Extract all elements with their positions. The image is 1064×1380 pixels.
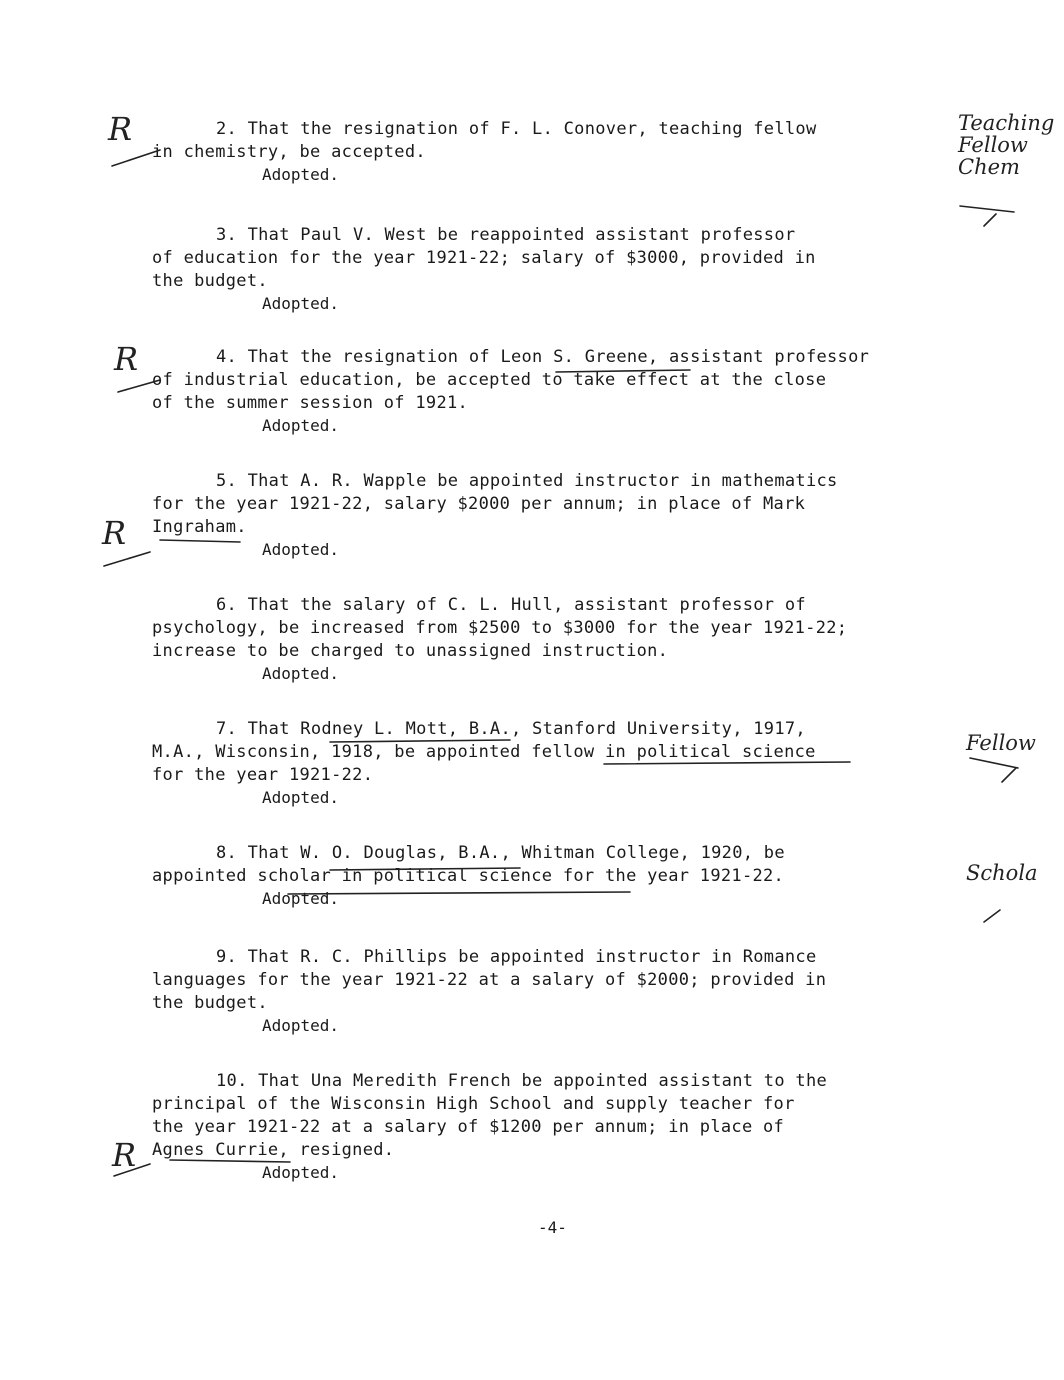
item-9-line-2: languages for the year 1921-22 at a salary of $2000; provided in [152, 970, 827, 990]
underline-agnes-currie [170, 1160, 290, 1162]
tick-mark-scholar [984, 910, 1000, 922]
item-5-status: Adopted. [262, 540, 340, 559]
item-5-line-3: Ingraham. [152, 517, 247, 537]
item-10-line-1: 10. That Una Meredith French be appointed assistant to the [216, 1071, 828, 1091]
item-10-line-2: principal of the Wisconsin High School and supply teacher for [152, 1094, 795, 1114]
item-6-line-2: psychology, be increased from $2500 to $3000 for the year 1921-22; [152, 618, 848, 638]
item-6-status: Adopted. [262, 664, 340, 683]
item-4-line-1: 4. That the resignation of Leon S. Greene, assistant professor [216, 347, 870, 367]
item-3-line-3: the budget. [152, 271, 268, 291]
underline-douglas [330, 868, 520, 870]
r-mark-tail-item-4 [118, 380, 160, 392]
item-4-line-2: of industrial education, be accepted to take effect at the close [152, 370, 827, 390]
item-10-line-3: the year 1921-22 at a salary of $1200 per annum; in place of [152, 1117, 785, 1137]
tick-mark-fellow [970, 758, 1018, 768]
item-3-line-1: 3. That Paul V. West be reappointed assistant professor [216, 225, 796, 245]
item-7-status: Adopted. [262, 788, 340, 807]
item-5-line-2: for the year 1921-22, salary $2000 per annum; in place of Mark [152, 494, 806, 514]
item-8-status: Adopted. [262, 889, 340, 908]
r-mark-item-2: R [108, 110, 133, 148]
item-9-status: Adopted. [262, 1016, 340, 1035]
item-2-line-1: 2. That the resignation of F. L. Conover, teaching fellow [216, 119, 817, 139]
underline-rodney-mott [330, 740, 510, 742]
item-7-line-3: for the year 1921-22. [152, 765, 374, 785]
item-9-line-1: 9. That R. C. Phillips be appointed instructor in Romance [216, 947, 817, 967]
item-3-status: Adopted. [262, 294, 340, 313]
item-7-line-2: M.A., Wisconsin, 1918, be appointed fellow in political science [152, 742, 816, 762]
page-number: -4- [538, 1218, 567, 1237]
tick-mark-teaching-fellow [960, 206, 1014, 212]
item-10-status: Adopted. [262, 1163, 340, 1182]
margin-note-fellow: Fellow [966, 731, 1036, 755]
item-4-line-3: of the summer session of 1921. [152, 393, 469, 413]
r-mark-tail-item-5 [104, 552, 150, 566]
r-mark-tail-item-10 [114, 1164, 150, 1176]
item-9-line-3: the budget. [152, 993, 268, 1013]
item-5-line-1: 5. That A. R. Wapple be appointed instructor in mathematics [216, 471, 838, 491]
item-10-line-4: Agnes Currie, resigned. [152, 1140, 395, 1160]
item-6-line-3: increase to be charged to unassigned instruction. [152, 641, 669, 661]
item-4-status: Adopted. [262, 416, 340, 435]
margin-note-teaching-fellow-chem: Teaching Fellow Chem [958, 111, 1055, 179]
tick-mark-fellow-2 [1002, 768, 1016, 782]
r-mark-item-10: R [112, 1136, 137, 1174]
r-mark-tail-item-2 [112, 150, 160, 166]
item-6-line-1: 6. That the salary of C. L. Hull, assistant professor of [216, 595, 806, 615]
r-mark-item-5: R [102, 514, 127, 552]
tick-mark-teaching-fellow-2 [984, 214, 996, 226]
item-2-status: Adopted. [262, 165, 340, 184]
underline-fellow-political [604, 762, 850, 764]
underline-leon-greene [556, 370, 690, 372]
item-7-line-1: 7. That Rodney L. Mott, B.A., Stanford University, 1917, [216, 719, 806, 739]
margin-note-scholar: Schola [966, 861, 1038, 885]
item-3-line-2: of education for the year 1921-22; salary of $3000, provided in [152, 248, 816, 268]
item-2-line-2: in chemistry, be accepted. [152, 142, 426, 162]
r-mark-item-4: R [114, 340, 139, 378]
item-8-line-2: appointed scholar in political science for the year 1921-22. [152, 866, 785, 886]
underline-mark-ingraham [160, 540, 240, 542]
item-8-line-1: 8. That W. O. Douglas, B.A., Whitman College, 1920, be [216, 843, 785, 863]
underline-scholar-political [288, 892, 630, 894]
